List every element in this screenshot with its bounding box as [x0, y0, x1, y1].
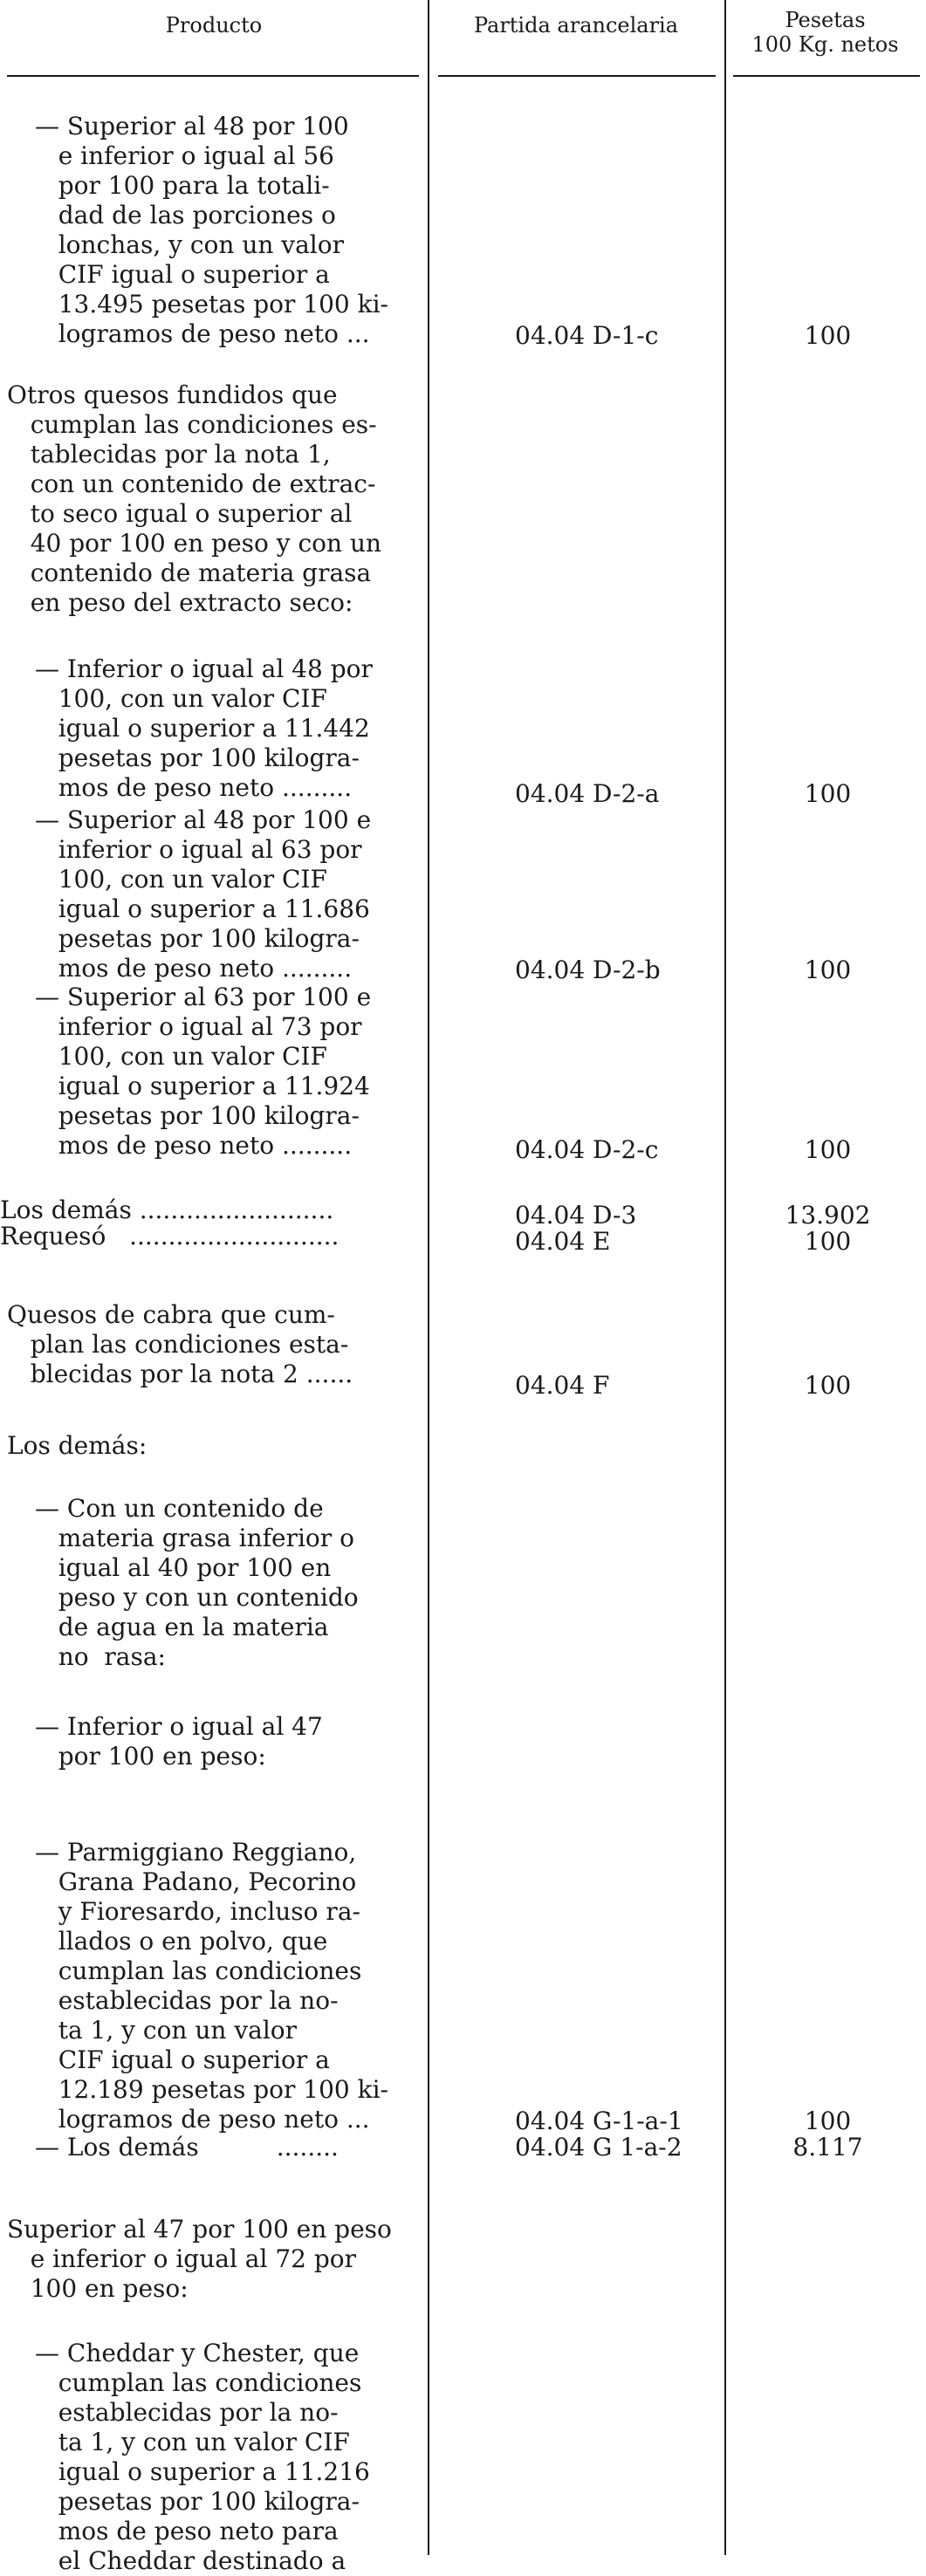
- table-row-pesetas: 13.902: [785, 1201, 871, 1230]
- producto-line: logramos de peso neto ...: [35, 319, 370, 348]
- table-row-pesetas: 100: [804, 1227, 852, 1256]
- producto-line: — Superior al 63 por 100 e: [35, 983, 372, 1011]
- table-row-partida: 04.04 D-1-c: [515, 321, 659, 350]
- producto-line: CIF igual o superior a: [35, 2045, 330, 2074]
- producto-line: blecidas por la nota 2 ......: [7, 1360, 353, 1388]
- producto-line: pesetas por 100 kilogra-: [35, 743, 360, 772]
- table-row-producto: [35, 112, 463, 349]
- column-divider-2: [724, 0, 726, 2555]
- table-row-producto: [35, 1494, 463, 1672]
- producto-line: ta 1, y con un valor: [35, 2016, 298, 2045]
- table-row-pesetas: 100: [804, 1135, 852, 1164]
- producto-line: 40 por 100 en peso y con un: [7, 529, 382, 558]
- table-row-pesetas: 100: [804, 1371, 852, 1400]
- table-row-producto: [0, 1222, 428, 1251]
- producto-line: igual o superior a 11.442: [35, 714, 370, 743]
- table-row-producto: [7, 1300, 435, 1389]
- producto-line: Los demás .........................: [0, 1196, 334, 1224]
- producto-line: establecidas por la no-: [35, 2398, 339, 2427]
- producto-line: contenido de materia grasa: [7, 558, 372, 587]
- table-row-pesetas: 8.117: [792, 2133, 863, 2162]
- producto-line: to seco igual o superior al: [7, 499, 353, 528]
- producto-line: 100 en peso:: [7, 2274, 189, 2303]
- producto-line: Requesó ...........................: [0, 1222, 340, 1250]
- producto-line: y Fioresardo, incluso ra-: [35, 1897, 360, 1926]
- producto-line: 100, con un valor CIF: [35, 684, 327, 713]
- producto-line: no rasa:: [35, 1642, 166, 1671]
- producto-line: e inferior o igual al 72 por: [7, 2244, 357, 2273]
- producto-line: mos de peso neto .........: [35, 954, 353, 983]
- table-row-producto: [0, 1196, 428, 1225]
- producto-line: pesetas por 100 kilogra-: [35, 924, 360, 953]
- table-row-pesetas: 100: [804, 321, 852, 350]
- producto-line: 100, con un valor CIF: [35, 1042, 327, 1071]
- producto-line: logramos de peso neto ...: [35, 2105, 370, 2134]
- table-row-pesetas: 100: [804, 2107, 852, 2135]
- header-pesetas: [724, 9, 926, 57]
- producto-line: igual o superior a 11.686: [35, 894, 370, 923]
- table-row-producto: [35, 2133, 463, 2162]
- producto-line: mos de peso neto .........: [35, 773, 353, 802]
- producto-line: mos de peso neto para: [35, 2517, 339, 2545]
- producto-line: pesetas por 100 kilogra-: [35, 2487, 360, 2516]
- table-row-producto: [35, 2339, 463, 2576]
- producto-line: llados o en polvo, que: [35, 1927, 328, 1956]
- producto-line: tablecidas por la nota 1,: [7, 440, 331, 469]
- producto-line: — Inferior o igual al 47: [35, 1712, 323, 1741]
- table-row-partida: 04.04 E: [515, 1227, 611, 1256]
- producto-line: inferior o igual al 73 por: [35, 1012, 362, 1041]
- producto-line: Superior al 47 por 100 en peso: [7, 2215, 392, 2244]
- table-row-producto: [7, 1431, 435, 1461]
- header-underline-producto: [7, 75, 419, 77]
- table-row-producto: [35, 983, 463, 1161]
- producto-line: establecidas por la no-: [35, 1986, 339, 2015]
- producto-line: cumplan las condiciones: [35, 2368, 362, 2397]
- producto-line: — Cheddar y Chester, que: [35, 2339, 360, 2367]
- table-row-producto: [7, 2215, 435, 2304]
- producto-line: Grana Padano, Pecorino: [35, 1867, 357, 1896]
- table-row-producto: [35, 1712, 463, 1771]
- producto-line: pesetas por 100 kilogra-: [35, 1101, 360, 1130]
- table-row-partida: 04.04 G-1-a-1: [515, 2107, 683, 2135]
- producto-line: Otros quesos fundidos que: [7, 380, 338, 409]
- table-row-producto: [35, 654, 463, 803]
- producto-line: — Los demás ........: [35, 2133, 339, 2162]
- table-row-partida: 04.04 D-2-b: [515, 956, 661, 984]
- producto-line: inferior o igual al 63 por: [35, 835, 362, 864]
- producto-line: 12.189 pesetas por 100 ki-: [35, 2075, 389, 2104]
- producto-line: Quesos de cabra que cum-: [7, 1300, 335, 1329]
- producto-line: 13.495 pesetas por 100 ki-: [35, 290, 389, 319]
- producto-line: lonchas, y con un valor: [35, 230, 344, 259]
- producto-line: materia grasa inferior o: [35, 1524, 354, 1552]
- table-row-partida: 04.04 D-3: [515, 1201, 637, 1230]
- table-row-producto: [35, 1838, 463, 2134]
- header-producto: Producto: [165, 13, 263, 38]
- producto-line: — Inferior o igual al 48 por: [35, 654, 373, 683]
- table-row-producto: [35, 805, 463, 983]
- producto-line: — Parmiggiano Reggiano,: [35, 1838, 357, 1867]
- header-underline-pesetas: [733, 75, 920, 77]
- producto-line: ta 1, y con un valor CIF: [35, 2428, 350, 2456]
- producto-line: igual o superior a 11.924: [35, 1072, 370, 1100]
- table-row-partida: 04.04 D-2-c: [515, 1135, 659, 1164]
- table-row-partida: 04.04 G 1-a-2: [515, 2133, 682, 2162]
- producto-line: mos de peso neto .........: [35, 1131, 353, 1160]
- producto-line: e inferior o igual al 56: [35, 141, 334, 170]
- producto-line: 100, con un valor CIF: [35, 865, 327, 894]
- table-row-pesetas: 100: [804, 779, 852, 808]
- producto-line: Los demás:: [7, 1431, 147, 1460]
- header-pesetas-line2: 100 Kg. netos: [751, 31, 899, 57]
- producto-line: peso y con un contenido: [35, 1583, 359, 1612]
- table-row-partida: 04.04 D-2-a: [515, 779, 660, 808]
- producto-line: — Con un contenido de: [35, 1494, 324, 1523]
- producto-line: el Cheddar destinado a: [35, 2546, 346, 2575]
- header-partida: Partida arancelaria: [473, 13, 679, 38]
- producto-line: en peso del extracto seco:: [7, 588, 353, 617]
- producto-line: por 100 para la totali-: [35, 171, 330, 200]
- producto-line: dad de las porciones o: [35, 201, 336, 230]
- producto-line: CIF igual o superior a: [35, 260, 330, 289]
- producto-line: cumplan las condiciones: [35, 1956, 362, 1985]
- table-row-pesetas: 100: [804, 956, 852, 984]
- header-pesetas-line1: Pesetas: [785, 8, 866, 32]
- producto-line: por 100 en peso:: [35, 1742, 266, 1771]
- table-row-partida: 04.04 F: [515, 1371, 610, 1400]
- producto-line: igual o superior a 11.216: [35, 2457, 370, 2486]
- producto-line: cumplan las condiciones es-: [7, 410, 377, 439]
- producto-line: — Superior al 48 por 100: [35, 112, 349, 140]
- producto-line: con un contenido de extrac-: [7, 469, 376, 498]
- producto-line: plan las condiciones esta-: [7, 1330, 349, 1359]
- header-underline-partida: [438, 75, 716, 77]
- producto-line: — Superior al 48 por 100 e: [35, 805, 372, 834]
- producto-line: igual al 40 por 100 en: [35, 1553, 332, 1582]
- producto-line: de agua en la materia: [35, 1613, 329, 1641]
- table-row-producto: [7, 380, 435, 618]
